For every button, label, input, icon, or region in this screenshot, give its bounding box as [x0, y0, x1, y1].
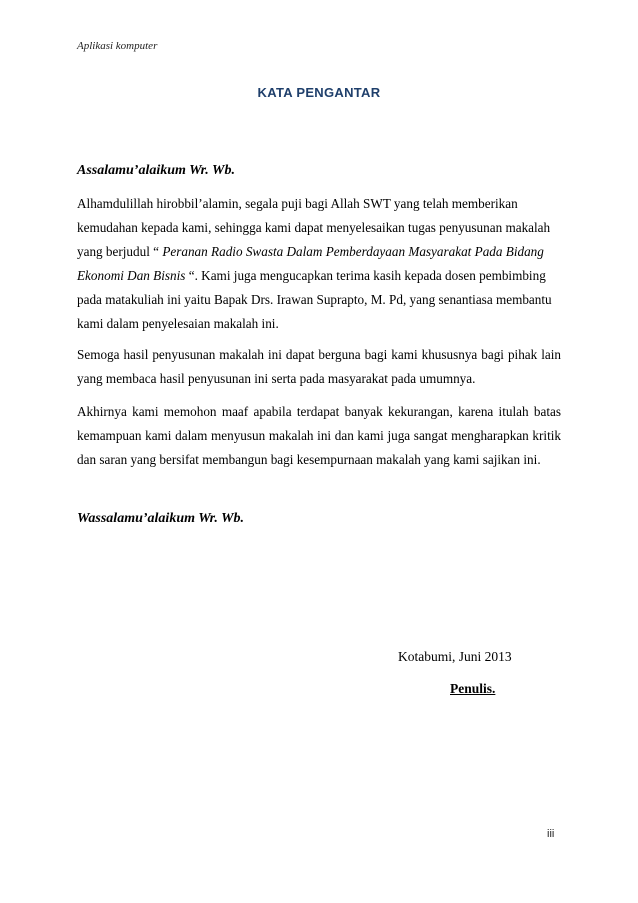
paragraph-introduction-text-1: Alhamdulillah hirobbil’alamin, segala puji bagi Allah SWT yang telah memberikan kemudahan kepada kami, sehingga kami dapat menyelesaikan tugas penyusunan makalah yang berjudul “: [77, 196, 551, 259]
page-title: KATA PENGANTAR: [257, 85, 381, 100]
closing-greeting: Wassalamu’alaikum Wr. Wb.: [77, 511, 245, 526]
page-number: iii: [547, 828, 555, 840]
opening-greeting: Assalamu’alaikum Wr. Wb.: [77, 163, 235, 178]
paragraph-introduction-text-2: “. Kami juga mengucapkan terima kasih kepada dosen pembimbing pada matakuliah ini yaitu Bapak Drs. Irawan Suprapto, M. Pd, yang senantiasa membantu kami dalam penyelesaian makalah ini.: [77, 268, 552, 331]
running-header: Aplikasi komputer: [77, 40, 158, 52]
paper-title-italic: Peranan Radio Swasta Dalam Pemberdayaan Masyarakat Pada Bidang Ekonomi Dan Bisnis: [77, 244, 544, 283]
paragraph-hope: Semoga hasil penyusunan makalah ini dapat berguna bagi kami khususnya bagi pihak lain yang membaca hasil penyusunan ini serta pada masyarakat pada umumnya.: [77, 347, 561, 386]
author-signature: Penulis.: [450, 681, 496, 696]
paragraph-introduction: [77, 192, 561, 336]
place-date: Kotabumi, Juni 2013: [398, 649, 512, 664]
paragraph-apology: Akhirnya kami memohon maaf apabila terdapat banyak kekurangan, karena itulah batas kemampuan kami dalam menyusun makalah ini dan kami juga sangat mengharapkan kritik dan saran yang bersifat membangun bagi kesempurnaan makalah yang kami sajikan ini.: [77, 404, 561, 467]
